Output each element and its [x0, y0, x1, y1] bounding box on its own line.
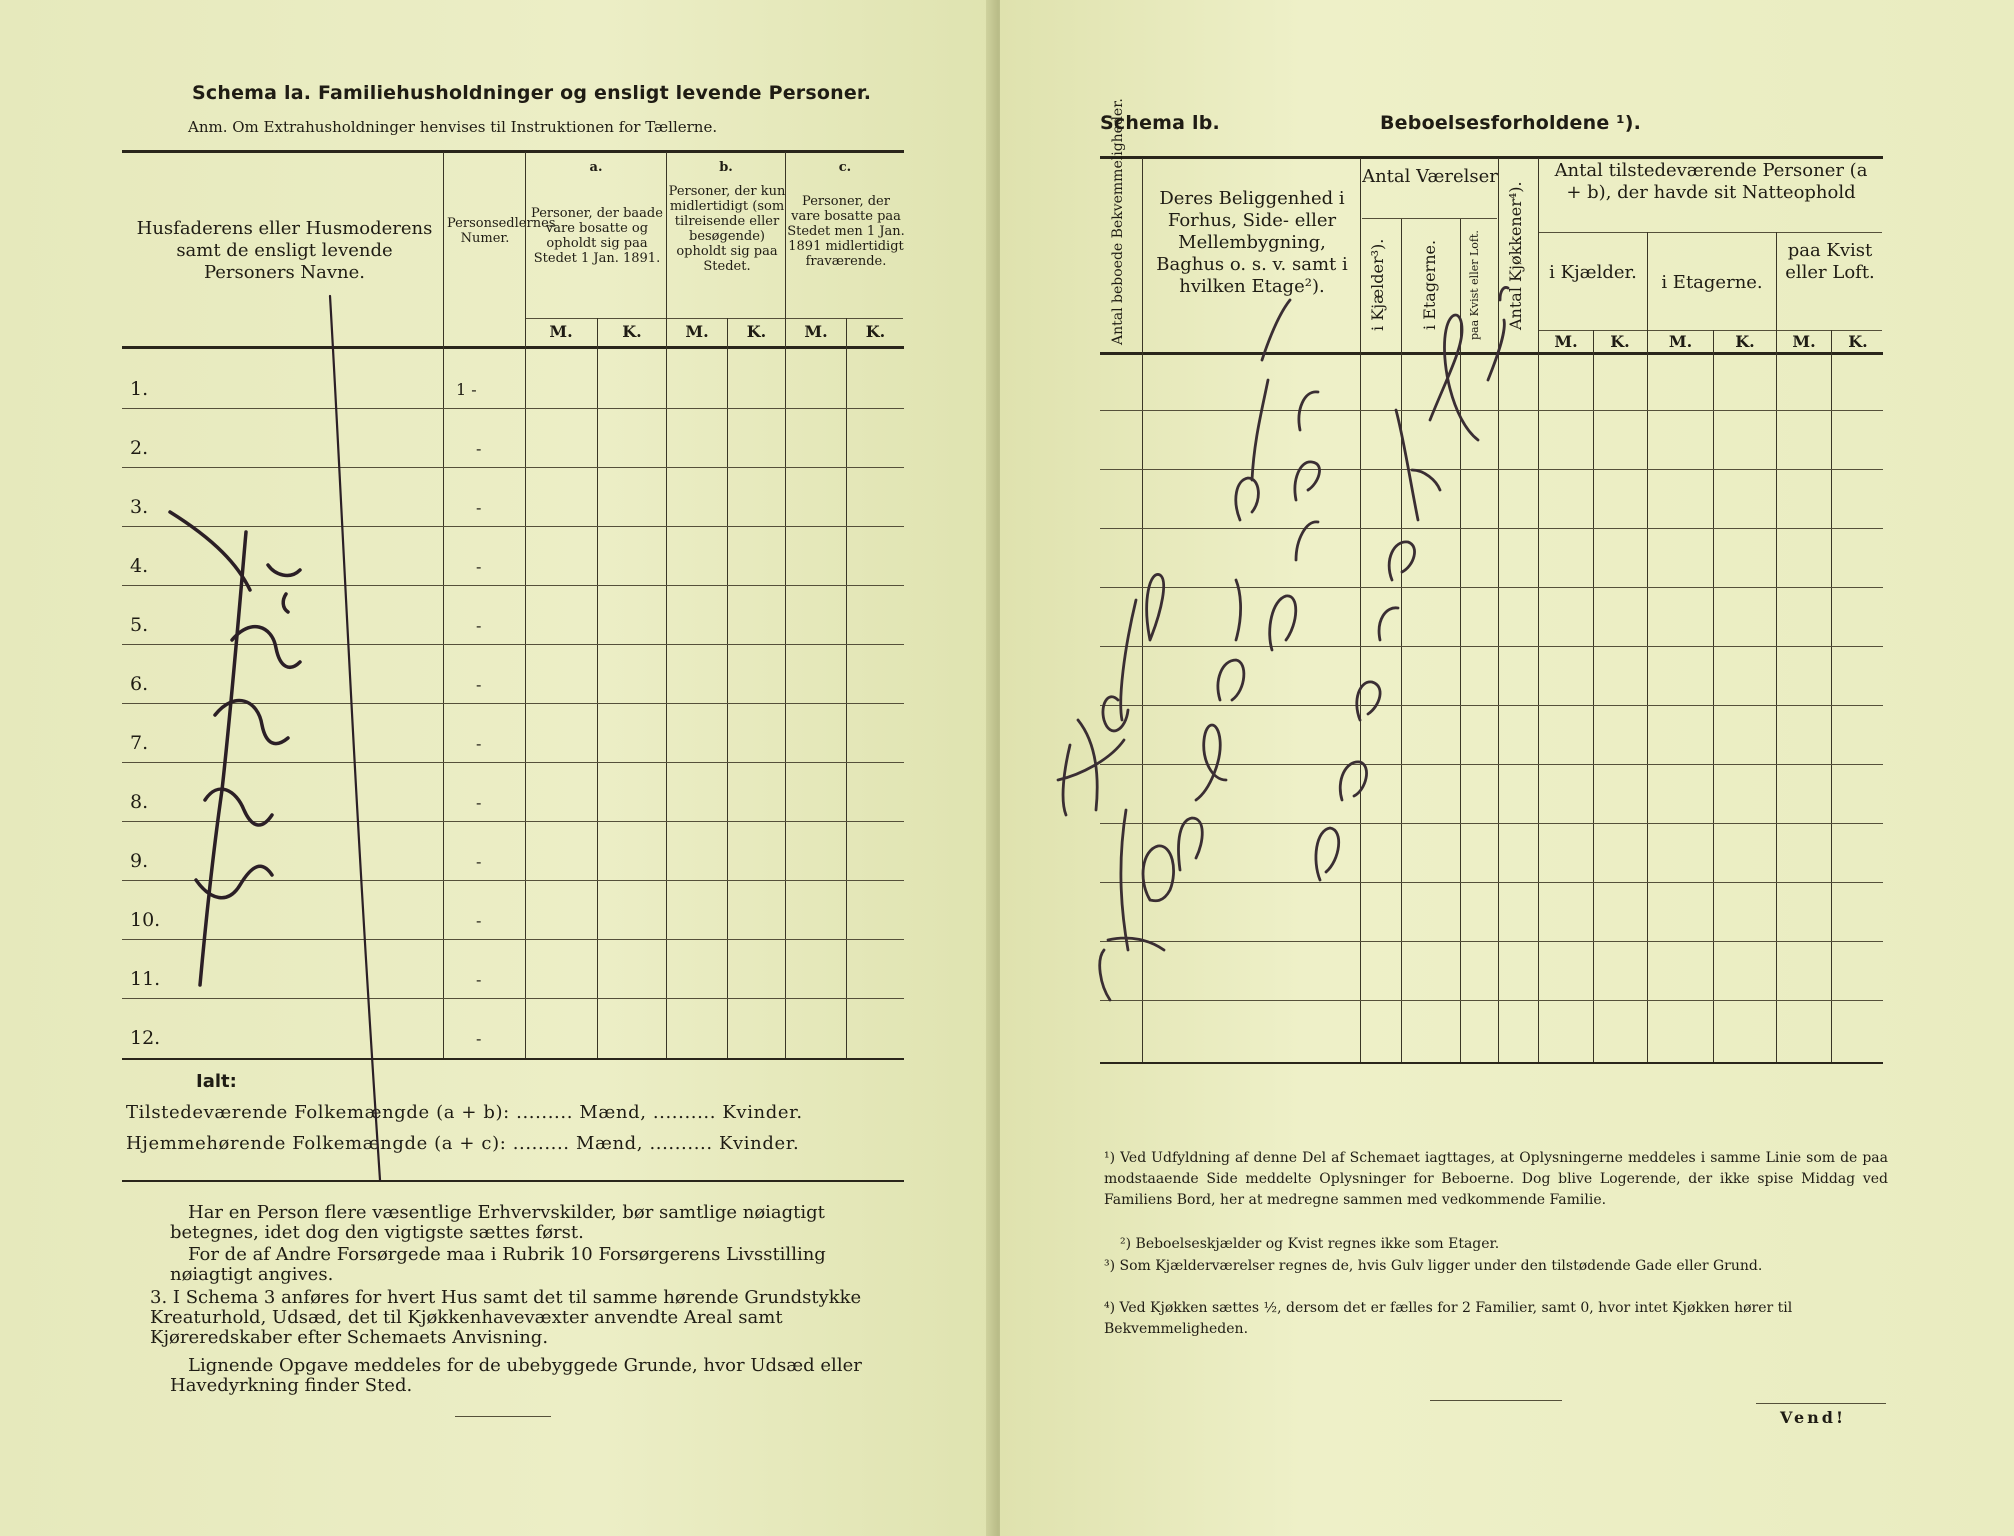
col-antal-header: Antal tilstedeværende Personer (a + b), der havde sit Natteophold: [1554, 160, 1868, 203]
col-b-letter: b.: [719, 160, 733, 175]
row-number: 10.: [130, 909, 161, 931]
row-number: 3.: [130, 496, 149, 518]
row-number: 12.: [130, 1027, 161, 1049]
kjaelder-m: M.: [1554, 332, 1578, 351]
handwritten-kontor-lager: [1000, 0, 2014, 1536]
row-dash: 1 -: [456, 380, 477, 399]
row-dash: -: [476, 911, 482, 930]
row-dash: -: [476, 734, 482, 753]
footnote-4: ⁴) Ved Kjøkken sættes ½, dersom det er fælles for 2 Familier, samt 0, hvor intet Kjøkken hører til Bekvemmeligheden.: [1104, 1300, 1793, 1337]
kvist-k: K.: [1848, 332, 1868, 351]
schema-1a-title: Schema la. Familiehusholdninger og ensligt levende Personer.: [192, 82, 872, 104]
col-b-m: M.: [685, 322, 709, 341]
schema-1b-subtitle: Beboelsesforholdene ¹).: [1380, 112, 1642, 134]
col-vaer-header: Antal Værelser: [1362, 166, 1498, 187]
sum-present: Tilstedeværende Folkemængde (a + b): ......... Mænd, .......... Kvinder.: [126, 1102, 803, 1123]
kvist-m: M.: [1792, 332, 1816, 351]
col-a-m: M.: [549, 322, 573, 341]
col-kvist-header: paa Kvist eller Loft.: [1468, 230, 1481, 340]
col-number-header: Personsedlernes Numer.: [447, 216, 556, 246]
col-kjokken-header: Antal Kjøkkener⁴).: [1506, 181, 1525, 331]
row-dash: -: [476, 616, 482, 635]
col-c-header: Personer, der vare bosatte paa Stedet men 1 Jan. 1891 midlertidigt fraværende.: [787, 194, 905, 269]
sub-kjaelder-header: i Kjælder.: [1549, 262, 1637, 283]
instruction-3: 3. I Schema 3 anføres for hvert Hus samt det til samme hørende Grundstykke Kreaturhold, Udsæd, det til Kjøkkenhavevæxter anvendte Areal samt Kjøreredskaber efter Schemaets Anvisning.: [150, 1287, 862, 1348]
row-dash: -: [476, 675, 482, 694]
row-number: 8.: [130, 791, 149, 813]
row-dash: -: [476, 1029, 482, 1048]
col-etagerne-header: i Etagerne.: [1420, 239, 1439, 331]
row-number: 9.: [130, 850, 149, 872]
col-belig-header: Deres Beliggenhed i Forhus, Side- eller Mellembygning, Baghus o. s. v. samt i hvilken Etage²).: [1156, 188, 1348, 297]
col-names-header: Husfaderens eller Husmoderens samt de ensligt levende Personers Navne.: [136, 218, 433, 283]
footnote-1: ¹) Ved Udfyldning af denne Del af Schemaet iagttages, at Oplysningerne meddeles i samme Linie som de paa modstaaende Side meddelte Oplysninger for Beboerne. Dog blive Logerende, der ikke spise Middag ved Familiens Bord, her at medregne sammen med vedkommende Familie.: [1104, 1150, 1888, 1208]
row-number: 1.: [130, 378, 149, 400]
etagerne-k: K.: [1735, 332, 1755, 351]
sum-resident: Hjemmehørende Folkemængde (a + c): ......... Mænd, .......... Kvinder.: [126, 1133, 800, 1154]
row-number: 7.: [130, 732, 149, 754]
col-c-letter: c.: [838, 160, 852, 175]
col-kjaelder-header: i Kjælder³).: [1368, 238, 1387, 332]
sub-etagerne-header: i Etagerne.: [1661, 272, 1763, 293]
col-c-k: K.: [865, 322, 886, 341]
schema-1a-note: Anm. Om Extrahusholdninger henvises til Instruktionen for Tællerne.: [188, 118, 718, 136]
left-page: [0, 0, 996, 1536]
footnote-3: ³) Som Kjælderværelser regnes de, hvis Gulv ligger under den tilstødende Gade eller Grund.: [1104, 1258, 1763, 1274]
col-b-header: Personer, der kun midlertidigt (som tilreisende eller besøgende) opholdt sig paa Stedet.: [668, 184, 786, 274]
col-a-letter: a.: [589, 160, 603, 175]
kjaelder-k: K.: [1610, 332, 1630, 351]
right-page: [1000, 0, 2014, 1536]
row-number: 5.: [130, 614, 149, 636]
sub-kvist-header: paa Kvist eller Loft.: [1785, 240, 1875, 283]
row-dash: -: [476, 557, 482, 576]
row-dash: -: [476, 852, 482, 871]
handwritten-intet: [0, 0, 996, 1536]
row-dash: -: [476, 439, 482, 458]
schema-1b-title: Schema lb.: [1100, 112, 1220, 134]
col-a-k: K.: [622, 322, 642, 341]
col-bekv-header: Antal beboede Bekvemmeligheder.: [1110, 98, 1126, 345]
col-c-m: M.: [804, 322, 828, 341]
row-number: 6.: [130, 673, 149, 695]
row-dash: -: [476, 498, 482, 517]
etagerne-m: M.: [1668, 332, 1693, 351]
row-dash: -: [476, 970, 482, 989]
vend-label: Vend!: [1780, 1408, 1846, 1427]
col-a-header: Personer, der baade vare bosatte og opholdt sig paa Stedet 1 Jan. 1891.: [531, 206, 663, 266]
row-number: 11.: [130, 968, 161, 990]
instruction-1: Har en Person flere væsentlige Erhvervskilder, bør samtlige nøiagtigt betegnes, idet dog den vigtigste sættes først.: [170, 1202, 825, 1243]
row-number: 4.: [130, 555, 149, 577]
ialt-label: Ialt:: [196, 1071, 237, 1092]
row-dash: -: [476, 793, 482, 812]
footnote-2: ²) Beboelseskjælder og Kvist regnes ikke som Etager.: [1120, 1236, 1500, 1252]
instruction-4: Lignende Opgave meddeles for de ubebyggede Grunde, hvor Udsæd eller Havedyrkning finder Sted.: [170, 1355, 862, 1396]
row-number: 2.: [130, 437, 149, 459]
col-b-k: K.: [746, 322, 767, 341]
instruction-2: For de af Andre Forsørgede maa i Rubrik 10 Forsørgerens Livsstilling nøiagtigt angives.: [170, 1244, 826, 1285]
